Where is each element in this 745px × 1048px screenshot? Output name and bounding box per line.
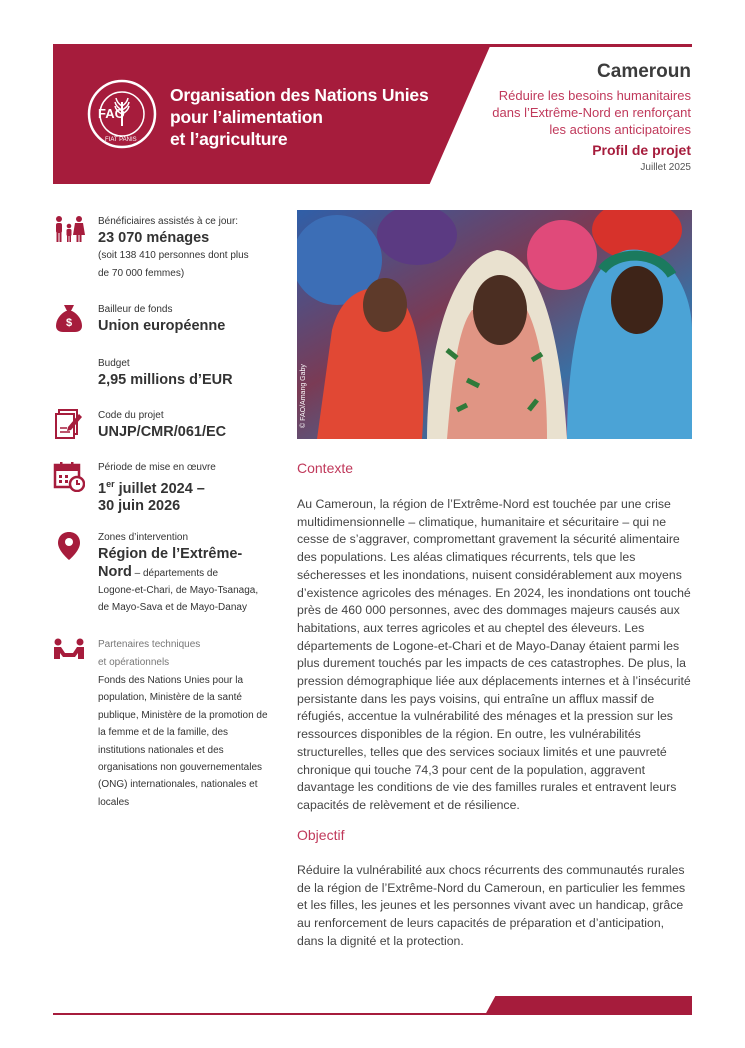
zones-detail-line-3: Logone-et-Chari, de Mayo-Tsanaga, (98, 585, 259, 596)
svg-text:FIAT PANIS: FIAT PANIS (105, 137, 137, 143)
family-icon (53, 214, 85, 246)
period-label: Période de mise en œuvre (98, 462, 216, 473)
objective-text: Réduire la vulnérabilité aux chocs récurrents des communautés rurales de la région de l’Extrême-Nord du Cameroun, en particulier les femmes et les filles, les jeunes et les personnes vivant avec un handicap, grâce au renforcement de leurs capacités de préparation et d’anticipation, dans la dignité et la protection. (297, 863, 686, 948)
document-pen-icon (53, 408, 85, 440)
partners-value: Fonds des Nations Unies pour la population, Ministère de la santé publique, Ministère de la promotion de la femme et de la famille, des institutions nationales et des organisations non gouvernementales (ONG) internationales, nationales et locales (98, 675, 268, 808)
zones-detail-line-4: de Mayo-Sava et de Mayo-Danay (98, 602, 247, 613)
calendar-clock-icon (53, 460, 85, 492)
donor-label: Bailleur de fonds (98, 304, 173, 315)
donor-value: Union européenne (98, 318, 226, 334)
zones-label: Zones d’intervention (98, 532, 189, 543)
objective-heading: Objectif (297, 827, 345, 843)
handshake-icon (53, 636, 85, 668)
beneficiaries-value: 23 070 ménages (98, 230, 210, 246)
period-value-end: 30 juin 2026 (98, 497, 181, 514)
period-value-start: 1er juillet 2024 – (98, 479, 205, 497)
context-heading: Contexte (297, 460, 354, 476)
country-title: Cameroun (597, 61, 691, 82)
zones-value-line-1: Région de l’Extrême- (98, 546, 243, 562)
money-bag-icon (53, 302, 85, 334)
partners-label-2: et opérationnels (98, 657, 170, 668)
profile-label: Profil de projet (592, 142, 691, 158)
beneficiaries-detail-1: (soit 138 410 personnes dont plus (98, 250, 249, 261)
svg-text:$: $ (65, 317, 73, 329)
photo-credit: © FAO/Amang Gaby (300, 364, 307, 428)
project-code-value: UNJP/CMR/061/EC (98, 424, 227, 440)
beneficiaries-label: Bénéficiaires assistés à ce jour: (98, 216, 239, 227)
fao-logo-icon (86, 78, 158, 150)
partners-label-1: Partenaires techniques (98, 639, 201, 650)
budget-value: 2,95 millions d’EUR (98, 372, 233, 388)
beneficiaries-detail-2: de 70 000 femmes) (98, 268, 185, 279)
project-code-label: Code du projet (98, 410, 164, 421)
zones-value-line-2: Nord – départements de (98, 564, 219, 580)
project-subtitle: Réduire les besoins humanitaires dans l’Extrême-Nord en renforçant les actions anticipatoires (492, 88, 691, 137)
organization-name: Organisation des Nations Unies pour l’alimentation et l’agriculture (170, 85, 429, 149)
svg-text:FAO: FAO (98, 106, 125, 121)
women-portrait-photo (297, 210, 692, 439)
context-text: Au Cameroun, la région de l’Extrême-Nord est touchée par une crise multidimensionnelle – climatique, humanitaire et sécuritaire – qui ne cesse de s’aggraver, compromettant gravement la sécurité alimentaire des populations. Les aléas climatiques récurrents, tels que les sécheresses et les inondations, nuisent considérablement aux moyens d’existence agricoles des ménages. En 2024, les inondations ont touché près de 460 000 personnes, avec des dommages majeurs causés aux habitations, aux terres agricoles et au cheptel des éleveurs. Les départements de Logone-et-Chari et de Mayo-Danay étaient parmi les plus durement touchés par les impacts de ces catastrophes. De plus, la pression démographique liée aux déplacements internes et à l’insécurité persistante dans les pays voisins, qui entraîne un afflux massif de réfugiés, accentue la vulnérabilité des ménages et la pression sur les ressources disponibles de la région. En outre, les vulnérabilités structurelles, telles que des services sociaux limités et une pauvreté chronique qui touche 74,3 pour cent de la population, aggravent davantage les conditions de vie des familles rurales et entravent leurs capacités de relèvement et de résilience. (297, 497, 691, 812)
budget-label: Budget (98, 358, 130, 369)
location-pin-icon (53, 530, 85, 562)
publication-date: Juillet 2025 (640, 162, 691, 173)
bottom-rule (53, 1013, 692, 1015)
header-right (431, 60, 691, 173)
